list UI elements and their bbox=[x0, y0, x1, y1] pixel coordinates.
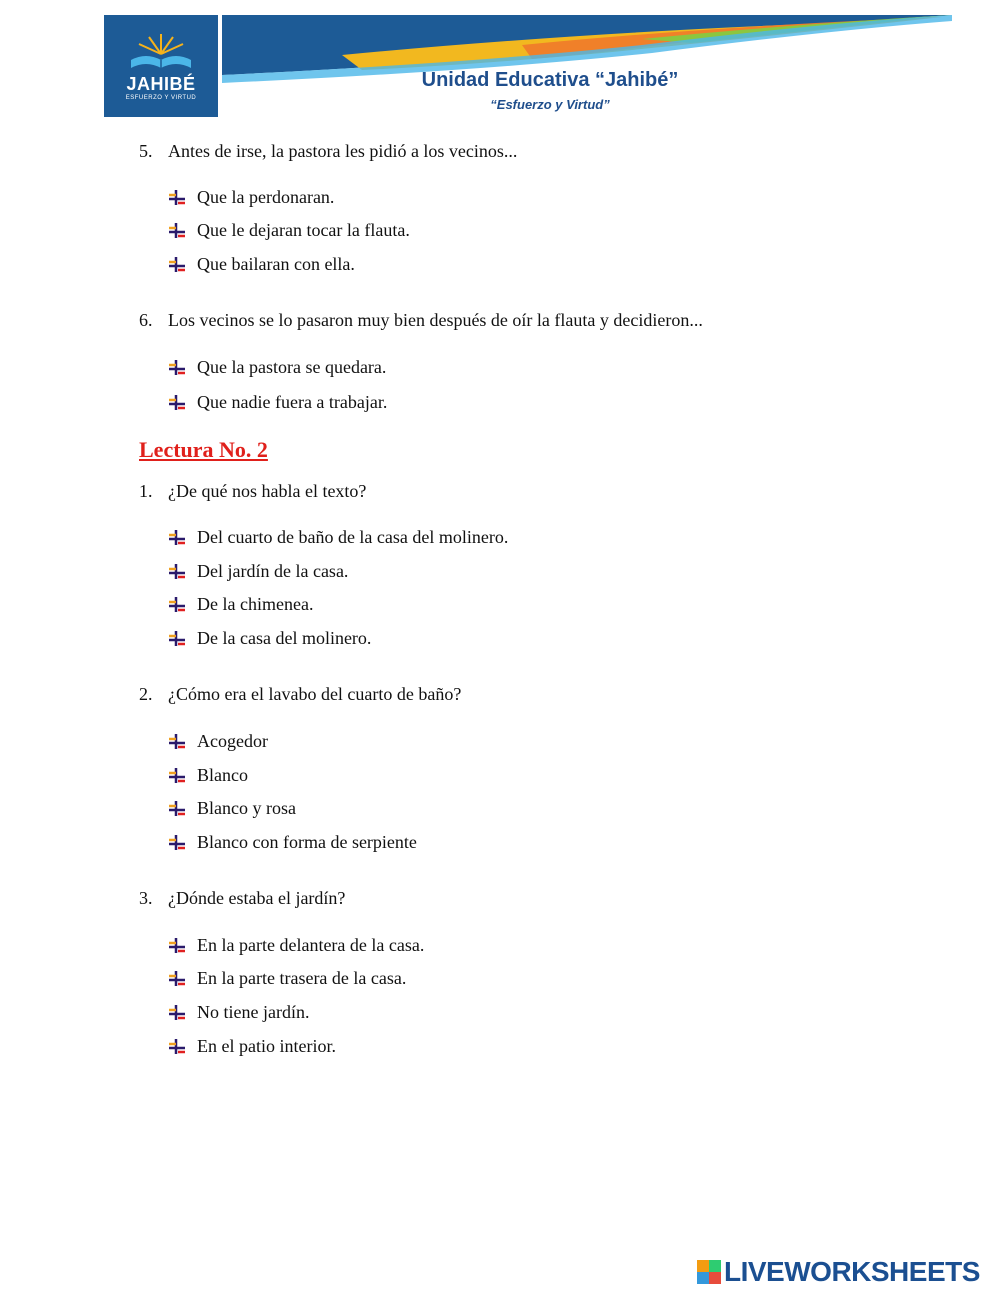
question-number: 2. bbox=[139, 684, 153, 704]
answer-option[interactable] bbox=[168, 594, 313, 615]
arrow-bullet-icon bbox=[168, 800, 186, 818]
logo-name: JAHIBÉ bbox=[126, 73, 196, 94]
school-name: Unidad Educativa “Jahibé” bbox=[421, 69, 679, 91]
arrow-bullet-icon bbox=[168, 359, 186, 377]
option-label: En la parte delantera de la casa. bbox=[197, 935, 425, 955]
arrow-bullet-icon bbox=[168, 529, 186, 547]
arrow-bullet-icon bbox=[168, 563, 186, 581]
liveworksheets-icon bbox=[697, 1260, 721, 1284]
question-2 bbox=[139, 684, 461, 705]
option-label: Blanco con forma de serpiente bbox=[197, 832, 417, 852]
arrow-bullet-icon bbox=[168, 189, 186, 207]
option-label: De la casa del molinero. bbox=[197, 628, 372, 648]
arrow-bullet-icon bbox=[168, 222, 186, 240]
question-text: ¿De qué nos habla el texto? bbox=[168, 481, 367, 501]
answer-option[interactable] bbox=[168, 1036, 336, 1057]
answer-option[interactable] bbox=[168, 1002, 309, 1023]
option-label: Que la pastora se quedara. bbox=[197, 357, 387, 377]
question-number: 1. bbox=[139, 481, 153, 501]
school-logo bbox=[104, 15, 218, 117]
arrow-bullet-icon bbox=[168, 834, 186, 852]
answer-option[interactable] bbox=[168, 935, 424, 956]
answer-option[interactable] bbox=[168, 357, 386, 378]
arrow-bullet-icon bbox=[168, 394, 186, 412]
question-1 bbox=[139, 481, 366, 502]
arrow-bullet-icon bbox=[168, 256, 186, 274]
answer-option[interactable] bbox=[168, 798, 296, 819]
answer-option[interactable] bbox=[168, 527, 508, 548]
section-title: Lectura No. 2 bbox=[139, 437, 268, 462]
logo-motto: ESFUERZO Y VIRTUD bbox=[125, 94, 197, 101]
question-text: Los vecinos se lo pasaron muy bien después de oír la flauta y decidieron... bbox=[168, 310, 703, 330]
answer-option[interactable] bbox=[168, 220, 410, 241]
arrow-bullet-icon bbox=[168, 937, 186, 955]
option-label: Que la perdonaran. bbox=[197, 187, 335, 207]
answer-option[interactable] bbox=[168, 765, 248, 786]
option-label: No tiene jardín. bbox=[197, 1002, 310, 1022]
option-label: Que bailaran con ella. bbox=[197, 254, 355, 274]
arrow-bullet-icon bbox=[168, 767, 186, 785]
answer-option[interactable] bbox=[168, 628, 371, 649]
question-text: ¿Dónde estaba el jardín? bbox=[168, 888, 346, 908]
liveworksheets-logo bbox=[697, 1256, 980, 1288]
answer-option[interactable] bbox=[168, 968, 406, 989]
option-label: Blanco y rosa bbox=[197, 798, 296, 818]
arrow-bullet-icon bbox=[168, 630, 186, 648]
question-number: 6. bbox=[139, 310, 153, 330]
answer-option[interactable] bbox=[168, 731, 268, 752]
arrow-bullet-icon bbox=[168, 733, 186, 751]
option-label: En la parte trasera de la casa. bbox=[197, 968, 407, 988]
question-3 bbox=[139, 888, 345, 909]
option-label: De la chimenea. bbox=[197, 594, 314, 614]
school-motto: “Esfuerzo y Virtud” bbox=[490, 97, 610, 112]
arrow-bullet-icon bbox=[168, 596, 186, 614]
question-text: ¿Cómo era el lavabo del cuarto de baño? bbox=[168, 684, 462, 704]
answer-option[interactable] bbox=[168, 254, 355, 275]
question-text: Antes de irse, la pastora les pidió a los vecinos... bbox=[168, 141, 518, 161]
option-label: En el patio interior. bbox=[197, 1036, 336, 1056]
question-6 bbox=[139, 310, 703, 331]
arrow-bullet-icon bbox=[168, 1004, 186, 1022]
option-label: Del jardín de la casa. bbox=[197, 561, 349, 581]
answer-option[interactable] bbox=[168, 561, 348, 582]
liveworksheets-brand: LIVEWORKSHEETS bbox=[724, 1256, 980, 1287]
question-5 bbox=[139, 141, 517, 162]
arrow-bullet-icon bbox=[168, 970, 186, 988]
option-label: Que nadie fuera a trabajar. bbox=[197, 392, 388, 412]
answer-option[interactable] bbox=[168, 832, 417, 853]
option-label: Del cuarto de baño de la casa del molinero. bbox=[197, 527, 509, 547]
option-label: Que le dejaran tocar la flauta. bbox=[197, 220, 410, 240]
book-sun-icon bbox=[121, 32, 201, 72]
option-label: Blanco bbox=[197, 765, 248, 785]
question-number: 5. bbox=[139, 141, 153, 161]
option-label: Acogedor bbox=[197, 731, 268, 751]
answer-option[interactable] bbox=[168, 187, 334, 208]
arrow-bullet-icon bbox=[168, 1038, 186, 1056]
question-number: 3. bbox=[139, 888, 153, 908]
answer-option[interactable] bbox=[168, 392, 387, 413]
